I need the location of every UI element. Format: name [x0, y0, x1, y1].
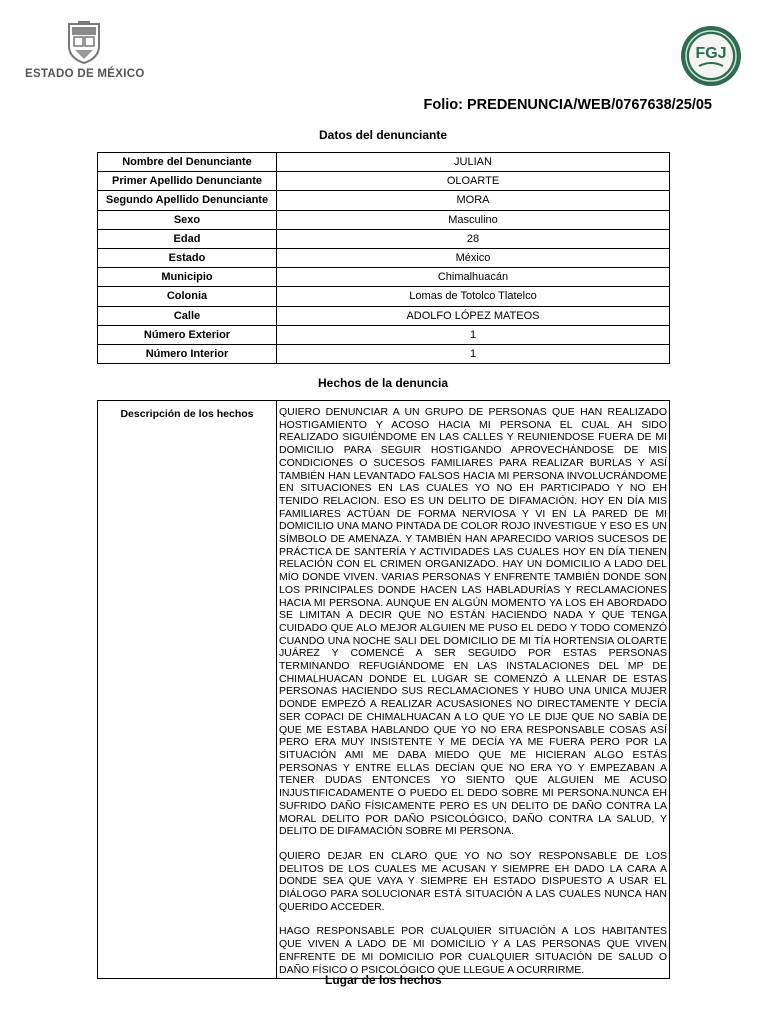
row-value: MORA	[277, 191, 670, 210]
row-label: Número Exterior	[98, 325, 277, 344]
estado-de-mexico-text: ESTADO DE MÉXICO	[25, 68, 145, 80]
row-label: Nombre del Denunciante	[98, 153, 277, 172]
row-value: México	[277, 248, 670, 267]
hechos-table	[97, 400, 670, 979]
section-title-lugar: Lugar de los hechos	[325, 973, 442, 987]
row-label: Colonia	[98, 287, 277, 306]
coat-of-arms-icon	[66, 20, 102, 64]
table-row	[98, 248, 670, 267]
row-value: OLOARTE	[277, 172, 670, 191]
table-row	[98, 344, 670, 363]
row-value: ADOLFO LÓPEZ MATEOS	[277, 306, 670, 325]
fgj-logo	[680, 25, 742, 87]
row-label: Segundo Apellido Denunciante	[98, 191, 277, 210]
hechos-label: Descripción de los hechos	[98, 401, 277, 979]
row-value: JULIAN	[277, 153, 670, 172]
table-row	[98, 268, 670, 287]
table-row	[98, 287, 670, 306]
hechos-paragraph: QUIERO DEJAR EN CLARO QUE YO NO SOY RESPONSABLE DE LOS DELITOS DE LOS CUALES ME ACUSAN Y SIEMPRE EH DADO LA CARA A DONDE SEA QUE VAYA Y SIEMPRE EH ESTADO DISPUESTO A USAR EL DIÁLOGO PARA SOLUCIONAR ESTÁ SITUACIÓN A LAS CUALES NUNCA HAN QUERIDO ACCEDER.	[279, 849, 667, 913]
row-value: Lomas de Totolco Tlatelco	[277, 287, 670, 306]
fgj-logo-text: FGJ	[695, 45, 727, 62]
table-row	[98, 229, 670, 248]
table-row	[98, 191, 670, 210]
row-value: 28	[277, 229, 670, 248]
row-value: 1	[277, 325, 670, 344]
row-label: Sexo	[98, 210, 277, 229]
table-row	[98, 306, 670, 325]
row-label: Calle	[98, 306, 277, 325]
page-header	[0, 0, 768, 95]
hechos-description	[277, 401, 670, 979]
folio-number: Folio: PREDENUNCIA/WEB/0767638/25/05	[423, 97, 712, 113]
row-label: Estado	[98, 248, 277, 267]
hechos-paragraph: QUIERO DENUNCIAR A UN GRUPO DE PERSONAS QUE HAN REALIZADO HOSTIGAMIENTO Y ACOSO HACIA MI PERSONA EL CUAL AH SIDO REALIZADO SIGUIÉNDOME EN LAS CALLES Y REUNIENDOSE FUERA DE MI DOMICILIO PARA SEGUIR HOSTIGANDO APROVECHÁNDOSE DE MIS CONDICIONES O SUCESOS FAMILIARES PARA REALIZAR BURLAS Y ASÍ TAMBIÉN HAN LEVANTADO FALSOS HACIA MI PERSONA INVOLUCRÁNDOME EN SITUACIONES EN LAS CUALES YO NO EH PARTICIPADO Y NO EH TENIDO RELACION. ESO ES UN DELITO DE DIFAMACIÓN. HOY EN DÍA MIS FAMILIARES ACTÚAN DE FORMA NERVIOSA Y VI EN LA PARED DE MI DOMICILIO UNA MANO PINTADA DE COLOR ROJO INVESTIGUE Y ESO ES UN SÍMBOLO DE AMENAZA. Y TAMBIÉN HAN APARECIDO VARIOS SUCESOS DE PRÁCTICA DE SANTERÍA Y ACTIVIDADES LAS CUALES HOY EN DÍA TIENEN RELACIÓN CON EL CRIMEN ORGANIZADO. HAY UN DOMICILIO A LADO DEL MÍO DONDE VIVEN. VARIAS PERSONAS Y ENFRENTE TAMBIÉN DONDE SON LOS PRINCIPALES DONDE HACEN LAS HABLADURÍAS Y RECLAMACIONES HACIA MI PERSONA. AUNQUE EN ALGÚN MOMENTO YA LOS EH ABORDADO SE LIMITAN A DECIR QUE NO ESTÁN HACIENDO NADA Y QUE TENGA CUIDADO QUE ALO MEJOR ALGUIEN ME PUSO EL DEDO Y TODO COMENZÓ CUANDO UNA NOCHE SALI DEL DOMICILIO DE MI TÍA HORTENSIA OLOARTE JUÁREZ Y COMENCÉ A SER SEGUIDO POR ESTAS PERSONAS TERMINANDO REFUGIÁNDOME EN LAS INSTALACIONES DEL MP DE CHIMALHUACAN DONDE EL LUGAR SE COMENZÓ A LLENAR DE ESTAS PERSONAS HACIENDO SUS RECLAMACIONES Y HUBO UNA UNICA MUJER DONDE EMPEZÓ A REALIZAR ACUSASIONES NO DIRECTAMENTE Y DECÍA SER COPACI DE CHIMALHUACAN A LO QUE YO LE DIJE QUE NO SABÍA DE QUE ME ESTABA HABLANDO QUE YO NO ERA RESPONSABLE COSAS ASÍ PERO ERA MUY INSISTENTE Y ME DECÍA YA ME FUERA PERO POR LA SITUACIÓN AMI ME DABA MIEDO QUE ME HICIERAN ALGO ESTÁS PERSONAS Y ENTRE ELLAS DECÍAN QUE NO ERA YO Y EMPEZABAN A TENER DUDAS ENTONCES YO SIENTO QUE ALGUIEN ME ACUSO INJUSTIFICADAMENTE O PUEDO EL DEDO SOBRE MI PERSONA.NUNCA EH SUFRIDO DAÑO FÍSICAMENTE PERO ES UN DELITO DE DAÑO CONTRA LA MORAL DELITO POR DAÑO PSICOLÓGICO, DAÑO CONTRA LA SALUD, Y DELITO DE DIFAMACIÓN SOBRE MI PERSONA.	[279, 406, 667, 838]
row-value: 1	[277, 344, 670, 363]
table-row	[98, 172, 670, 191]
denunciante-table	[97, 152, 670, 364]
section-title-hechos: Hechos de la denuncia	[318, 376, 449, 390]
row-label: Edad	[98, 229, 277, 248]
table-row	[98, 153, 670, 172]
row-label: Número Interior	[98, 344, 277, 363]
table-row	[98, 401, 670, 979]
section-title-datos-denunciante: Datos del denunciante	[319, 128, 448, 142]
row-label: Municipio	[98, 268, 277, 287]
row-value: Chimalhuacán	[277, 268, 670, 287]
table-row	[98, 210, 670, 229]
table-row	[98, 325, 670, 344]
hechos-paragraph: HAGO RESPONSABLE POR CUALQUIER SITUACIÓN A LOS HABITANTES QUE VIVEN A LADO DE MI DOMICILIO Y A LAS PERSONAS QUE VIVEN ENFRENTE DE MI DOMICILIO POR CUALQUIER SITUACIÓN DE SALUD O DAÑO FÍSICO O PSICOLÓGICO QUE LLEGUE A OCURRIRME.	[279, 925, 667, 976]
row-label: Primer Apellido Denunciante	[98, 172, 277, 191]
row-value: Masculino	[277, 210, 670, 229]
estado-de-mexico-logo	[22, 20, 146, 84]
